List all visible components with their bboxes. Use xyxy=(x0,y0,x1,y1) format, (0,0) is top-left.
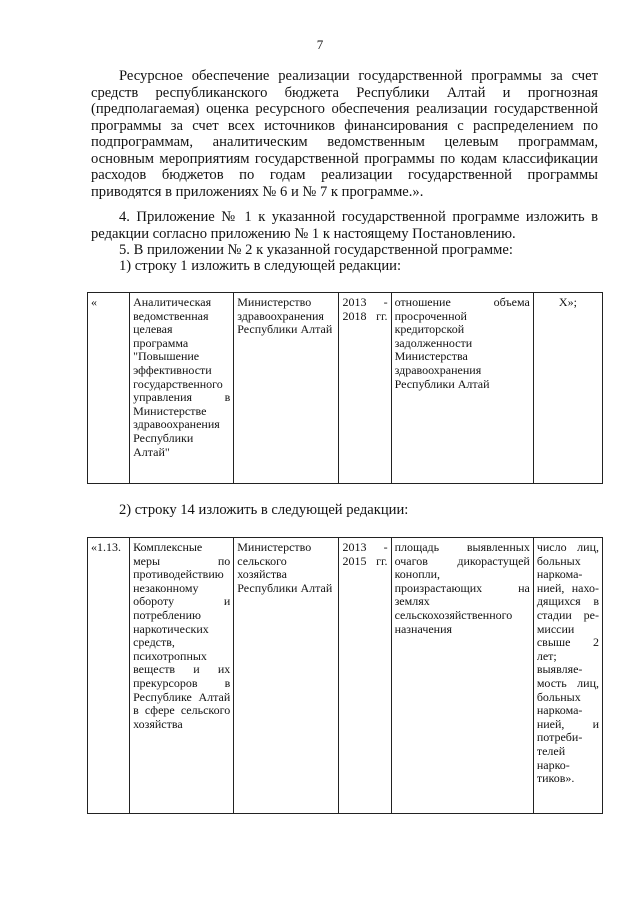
table2-cell-event: Комплексные меры по противодействию незаконному обороту и потреблению наркотических средств, психотропных веществ и их прекурсоров в Республике Алтай в сфере сельского хозяйства xyxy=(130,538,234,814)
table1-cell-number: « xyxy=(88,293,130,484)
table-row-14 xyxy=(87,537,603,814)
table2-cell-executor: Министерство сельского хозяйства Республики Алтай xyxy=(234,538,339,814)
table1-cell-event: Аналитическая ведомственная целевая программа "Повышение эффективности государственного управления в Министерстве здравоохранения Республики Алтай" xyxy=(130,293,234,484)
table-row-1 xyxy=(87,292,603,484)
table1-cell-executor: Министерство здравоохранения Республики Алтай xyxy=(234,293,339,484)
table1-cell-indicator: отношение объема просроченной кредиторской задолженности Министерства здравоохранения Республики Алтай xyxy=(391,293,533,484)
paragraph-item-4: 4. Приложение № 1 к указанной государственной программе изложить в редакции согласно приложению № 1 к настоящему Постановлению. xyxy=(91,209,598,242)
table2-cell-value: число лиц, больных наркома-нией, нахо-дящихся в стадии ре-миссии свыше 2 лет; выявляе-мость лиц, больных наркома-нией, и потреби-телей нарко-тиков». xyxy=(533,538,602,814)
table1-cell-value: Х»; xyxy=(533,293,602,484)
table-row xyxy=(88,293,603,484)
table2-cell-period: 2013 - 2015 гг. xyxy=(339,538,391,814)
page-number: 7 xyxy=(316,37,324,52)
paragraph-resource-provision: Ресурсное обеспечение реализации государственной программы за счет средств республиканского бюджета Республики Алтай и прогнозная (предполагаемая) оценка ресурсного обеспечения реализации государственной программы за счет всех источников финансирования с распределением по подпрограммам, аналитическим ведомственным целевым программам, основным мероприятиям государственной программы по кодам классификации расходов бюджетов по годам реализации государственной программы приводятся в приложениях № 6 и № 7 к программе.». xyxy=(91,68,598,200)
table1-cell-period: 2013 - 2018 гг. xyxy=(339,293,391,484)
paragraph-row-1-instruction: 1) строку 1 изложить в следующей редакции: xyxy=(119,258,402,274)
paragraph-item-5: 5. В приложении № 2 к указанной государственной программе: xyxy=(119,242,513,258)
table2-cell-number: «1.13. xyxy=(88,538,130,814)
paragraph-row-14-instruction: 2) строку 14 изложить в следующей редакции: xyxy=(119,502,409,518)
table2-cell-indicator: площадь выявленных очагов дикорастущей конопли, произрастающих на землях сельскохозяйственного назначения xyxy=(391,538,533,814)
table-row xyxy=(88,538,603,814)
